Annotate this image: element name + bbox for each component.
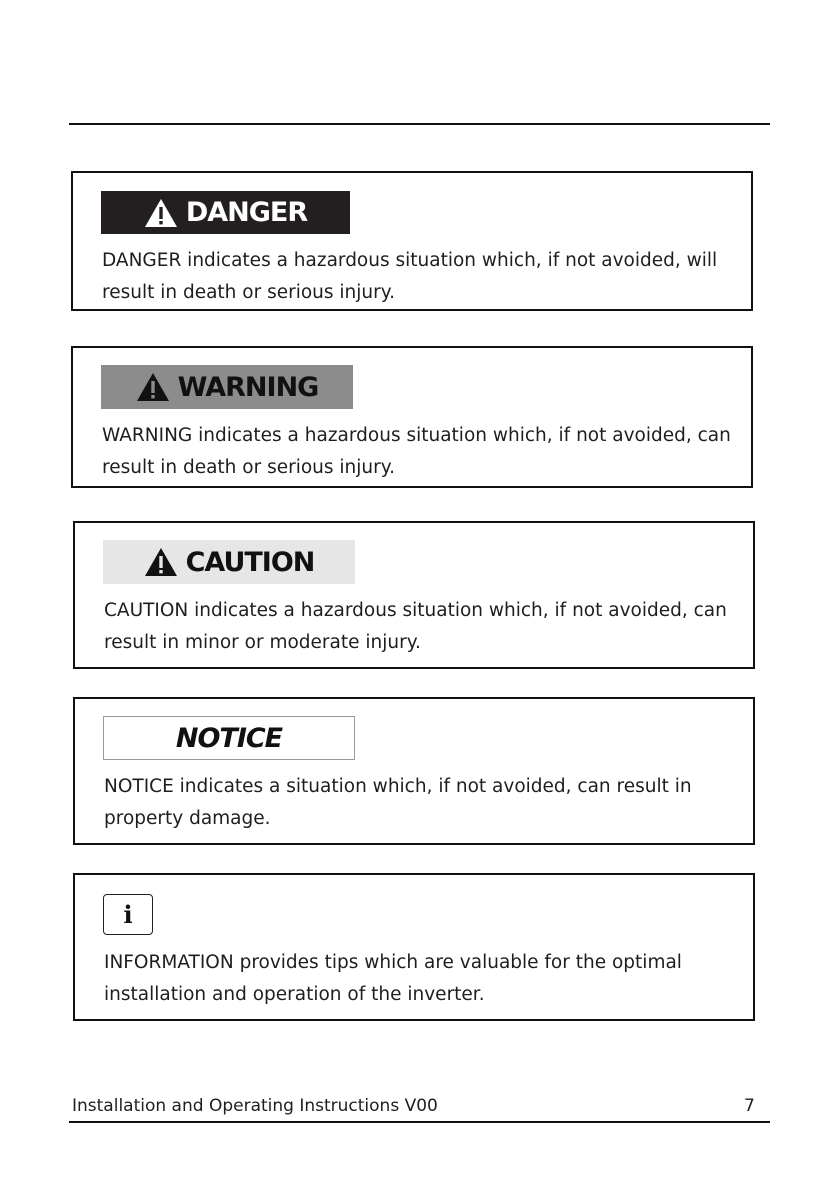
- footer-rule: [69, 1121, 770, 1123]
- danger-description: DANGER indicates a hazardous situation which, if not avoided, will result in death or serious injury.: [102, 250, 718, 303]
- caution-label: [103, 540, 355, 584]
- footer-document-title: Installation and Operating Instructions V00: [72, 1096, 438, 1116]
- info-icon: i: [103, 894, 153, 935]
- warning-triangle-icon: [136, 372, 170, 402]
- caution-notice-box: [73, 521, 755, 669]
- header-rule: [69, 123, 770, 125]
- information-box: [73, 873, 755, 1021]
- danger-label-text: DANGER: [185, 197, 308, 228]
- notice-description: NOTICE indicates a situation which, if not avoided, can result in property damage.: [104, 776, 692, 829]
- notice-label: [103, 716, 355, 760]
- danger-label: [101, 191, 350, 234]
- warning-triangle-icon: [144, 198, 178, 228]
- warning-triangle-icon: [144, 547, 178, 577]
- page-number: 7: [744, 1096, 755, 1116]
- notice-label-text: NOTICE: [175, 722, 283, 754]
- information-description: INFORMATION provides tips which are valuable for the optimal installation and operation of the inverter.: [104, 952, 682, 1005]
- caution-label-text: CAUTION: [185, 546, 315, 578]
- caution-description: CAUTION indicates a hazardous situation which, if not avoided, can result in minor or moderate injury.: [104, 600, 727, 653]
- warning-label: [101, 365, 353, 409]
- warning-description: WARNING indicates a hazardous situation which, if not avoided, can result in death or serious injury.: [102, 425, 731, 478]
- danger-notice-box: [71, 171, 753, 311]
- warning-label-text: WARNING: [177, 371, 319, 403]
- notice-box: [73, 697, 755, 845]
- warning-notice-box: [71, 346, 753, 488]
